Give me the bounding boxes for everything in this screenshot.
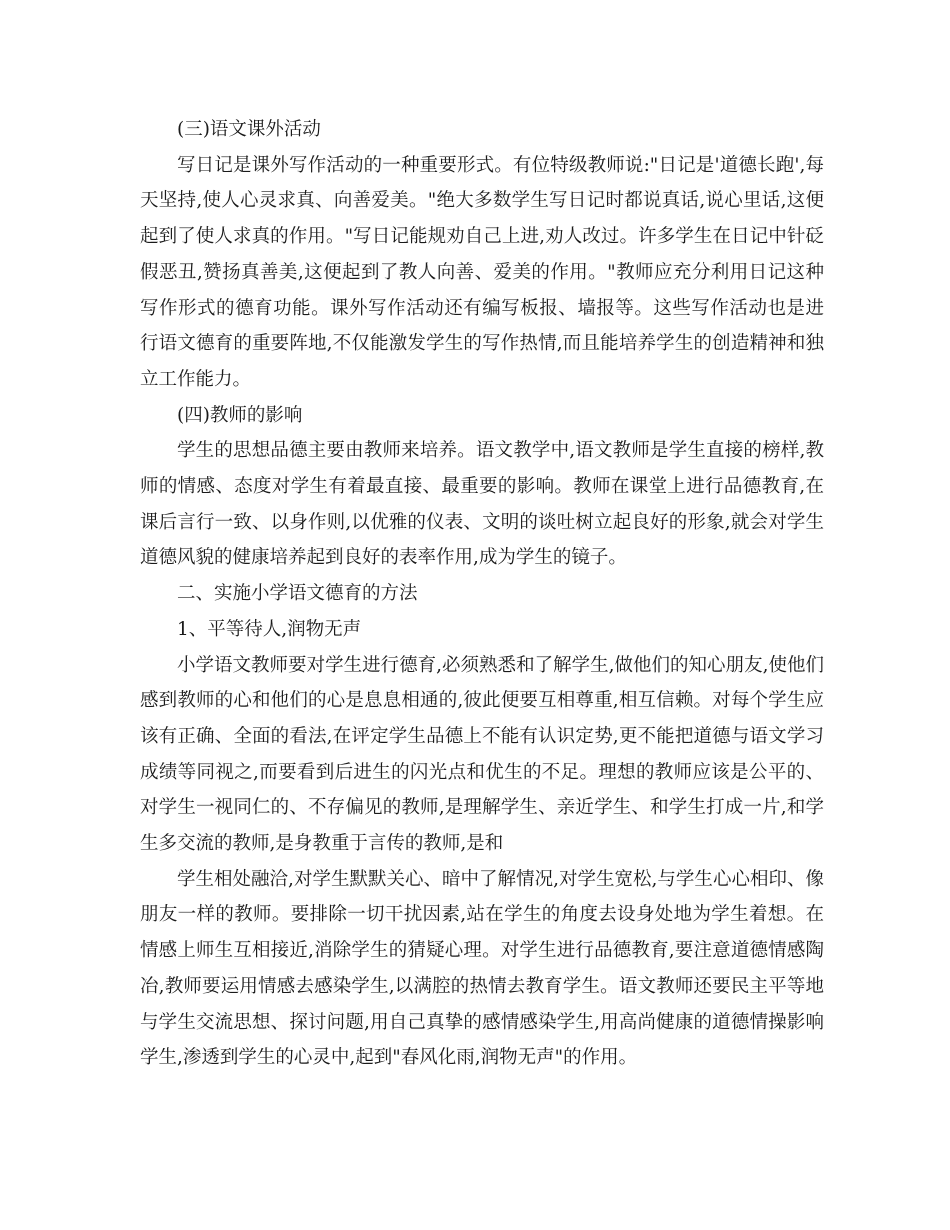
document-body <box>140 112 824 1076</box>
subsection-heading-equal-treatment: 1、平等待人,润物无声 <box>177 618 362 640</box>
paragraph-teacher-influence: 学生的思想品德主要由教师来培养。语文教学中,语文教师是学生直接的榜样,教师的情感、态度对学生有着最直接、最重要的影响。教师在课堂上进行品德教育,在课后言行一致、以身作则,以优雅的仪表、文明的谈吐树立起良好的形象,就会对学生道德风貌的健康培养起到良好的表率作用,成为学生的镜子。 <box>140 440 824 569</box>
paragraph-harmonious-relationship: 学生相处融洽,对学生默默关心、暗中了解情况,对学生宽松,与学生心心相印、像朋友一样的教师。要排除一切干扰因素,站在学生的角度去设身处地为学生着想。在情感上师生互相接近,消除学生的猜疑心理。对学生进行品德教育,要注意道德情感陶冶,教师要运用情感去感染学生,以满腔的热情去教育学生。语文教师还要民主平等地与学生交流思想、探讨问题,用自己真挚的感情感染学生,用高尚健康的道德情操影响学生,渗透到学生的心灵中,起到"春风化雨,润物无声"的作用。 <box>140 868 824 1069</box>
section-heading-extracurricular: (三)语文课外活动 <box>177 119 321 140</box>
section-heading-methods: 二、实施小学语文德育的方法 <box>177 583 418 605</box>
section-heading-teacher-influence: (四)教师的影响 <box>177 404 303 426</box>
paragraph-diary-writing: 写日记是课外写作活动的一种重要形式。有位特级教师说:"日记是'道德长跑',每天坚持,使人心灵求真、向善爱美。"绝大多数学生写日记时都说真话,说心里话,这便起到了使人求真的作用。"写日记能规劝自己上进,劝人改过。许多学生在日记中针砭假恶丑,赞扬真善美,这便起到了教人向善、爱美的作用。"教师应充分利用日记这种写作形式的德育功能。课外写作活动还有编写板报、墙报等。这些写作活动也是进行语文德育的重要阵地,不仅能激发学生的写作热情,而且能培养学生的创造精神和独立工作能力。 <box>140 154 824 390</box>
paragraph-know-students: 小学语文教师要对学生进行德育,必须熟悉和了解学生,做他们的知心朋友,使他们感到教师的心和他们的心是息息相通的,彼此便要互相尊重,相互信赖。对每个学生应该有正确、全面的看法,在评定学生品德上不能有认识定势,更不能把道德与语文学习成绩等同视之,而要看到后进生的闪光点和优生的不足。理想的教师应该是公平的、对学生一视同仁的、不存偏见的教师,是理解学生、亲近学生、和学生打成一片,和学生多交流的教师,是身教重于言传的教师,是和 <box>140 654 824 855</box>
